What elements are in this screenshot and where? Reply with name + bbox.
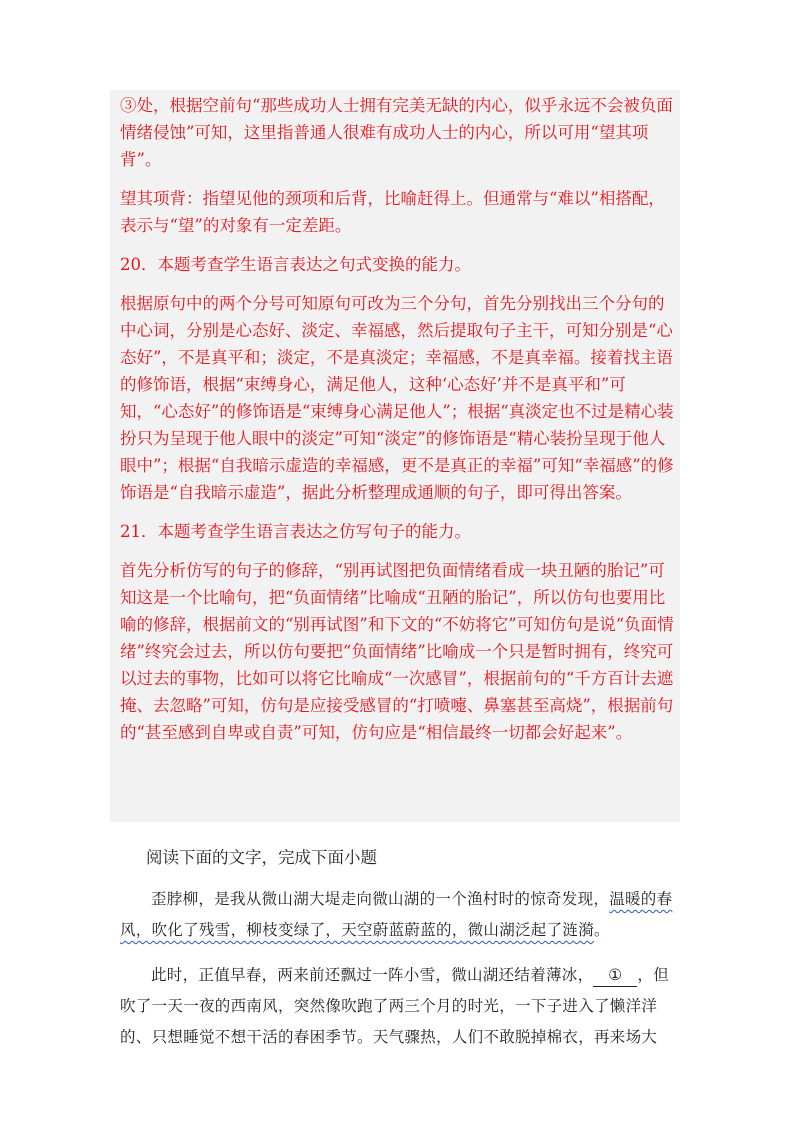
passage-paragraph-1 [120, 884, 680, 946]
q20-heading: 20．本题考查学生语言表达之句式变换的能力。 [120, 255, 471, 274]
q21-heading: 21．本题考查学生语言表达之仿写句子的能力。 [120, 522, 471, 541]
passage-instruction: 阅读下面的文字，完成下面小题 [146, 848, 377, 867]
para1-end: 。 [594, 921, 610, 939]
para1-text: 歪脖柳，是我从微山湖大堤走向微山湖的一个渔村时的惊奇发现， [151, 890, 610, 908]
fill-blank-1: ① [593, 964, 637, 987]
q20-explanation: 根据原句中的两个分号可知原句可改为三个分句，首先分别找出三个分句的中心词，分别是心态好、淡定、幸福感，然后提取句子主干，可知分别是“心态好”，不是真平和；淡定，不是真淡定；幸福感，不是真幸福。接着找主语的修饰语，根据“束缚身心，满足他人，这种‘心态好’并不是真平和”可知，“心态好”的修饰语是“束缚身心满足他人”；根据“真淡定也不过是精心装扮只为呈现于他人眼中的淡定”可知“淡定”的修饰语是“精心装扮呈现于他人眼中”；根据“自我暗示虚造的幸福感，更不是真正的幸福”可知“幸福感”的修饰语是“自我暗示虚造”，据此分析整理成通顺的句子，即可得出答案。 [120, 294, 674, 502]
blank3-explanation: ③处，根据空前句“那些成功人士拥有完美无缺的内心，似乎永远不会被负面情绪侵蚀”可知，这里指普通人很难有成功人士的内心，所以可用“望其项背”。 [120, 96, 673, 169]
reading-passage [120, 844, 680, 1067]
idiom-definition: 望其项背：指望见他的颈项和后背，比喻赶得上。但通常与“难以”相搭配，表示与“望”的对象有一定差距。 [120, 189, 665, 235]
para2-text-before: 此时，正值早春，两来前还飘过一阵小雪，微山湖还结着薄冰， [151, 966, 594, 984]
wavy-underlined-sentence: 温暖的春风，吹化了残雪，柳枝变绿了，天空蔚蓝蔚蓝的，微山湖泛起了涟漪 [120, 890, 673, 939]
passage-paragraph-2 [120, 960, 680, 1053]
para2-text-after: ，但吹了一天一夜的西南风，突然像吹跑了两三个月的时光，一下子进入了懒洋洋的、只想睡觉不想干活的春困季节。天气骤热，人们不敢脱掉棉衣，再来场大 [120, 966, 670, 1046]
answer-explanations [120, 92, 680, 758]
q21-explanation: 首先分析仿写的句子的修辞，“别再试图把负面情绪看成一块丑陋的胎记”可知这是一个比喻句，把“负面情绪”比喻成“丑陋的胎记”，所以仿句也要用比喻的修辞，根据前文的“别再试图”和下文的“不妨将它”可知仿句是说“负面情绪”终究会过去，所以仿句要把“负面情绪”比喻成一个只是暂时拥有，终究可以过去的事物，比如可以将它比喻成“一次感冒”，根据前句的“千方百计去遮掩、去忽略”可知，仿句是应接受感冒的“打喷嚏、鼻塞甚至高烧”，根据前句的“甚至感到自卑或自责”可知，仿句应是“相信最终一切都会好起来”。 [120, 561, 674, 742]
